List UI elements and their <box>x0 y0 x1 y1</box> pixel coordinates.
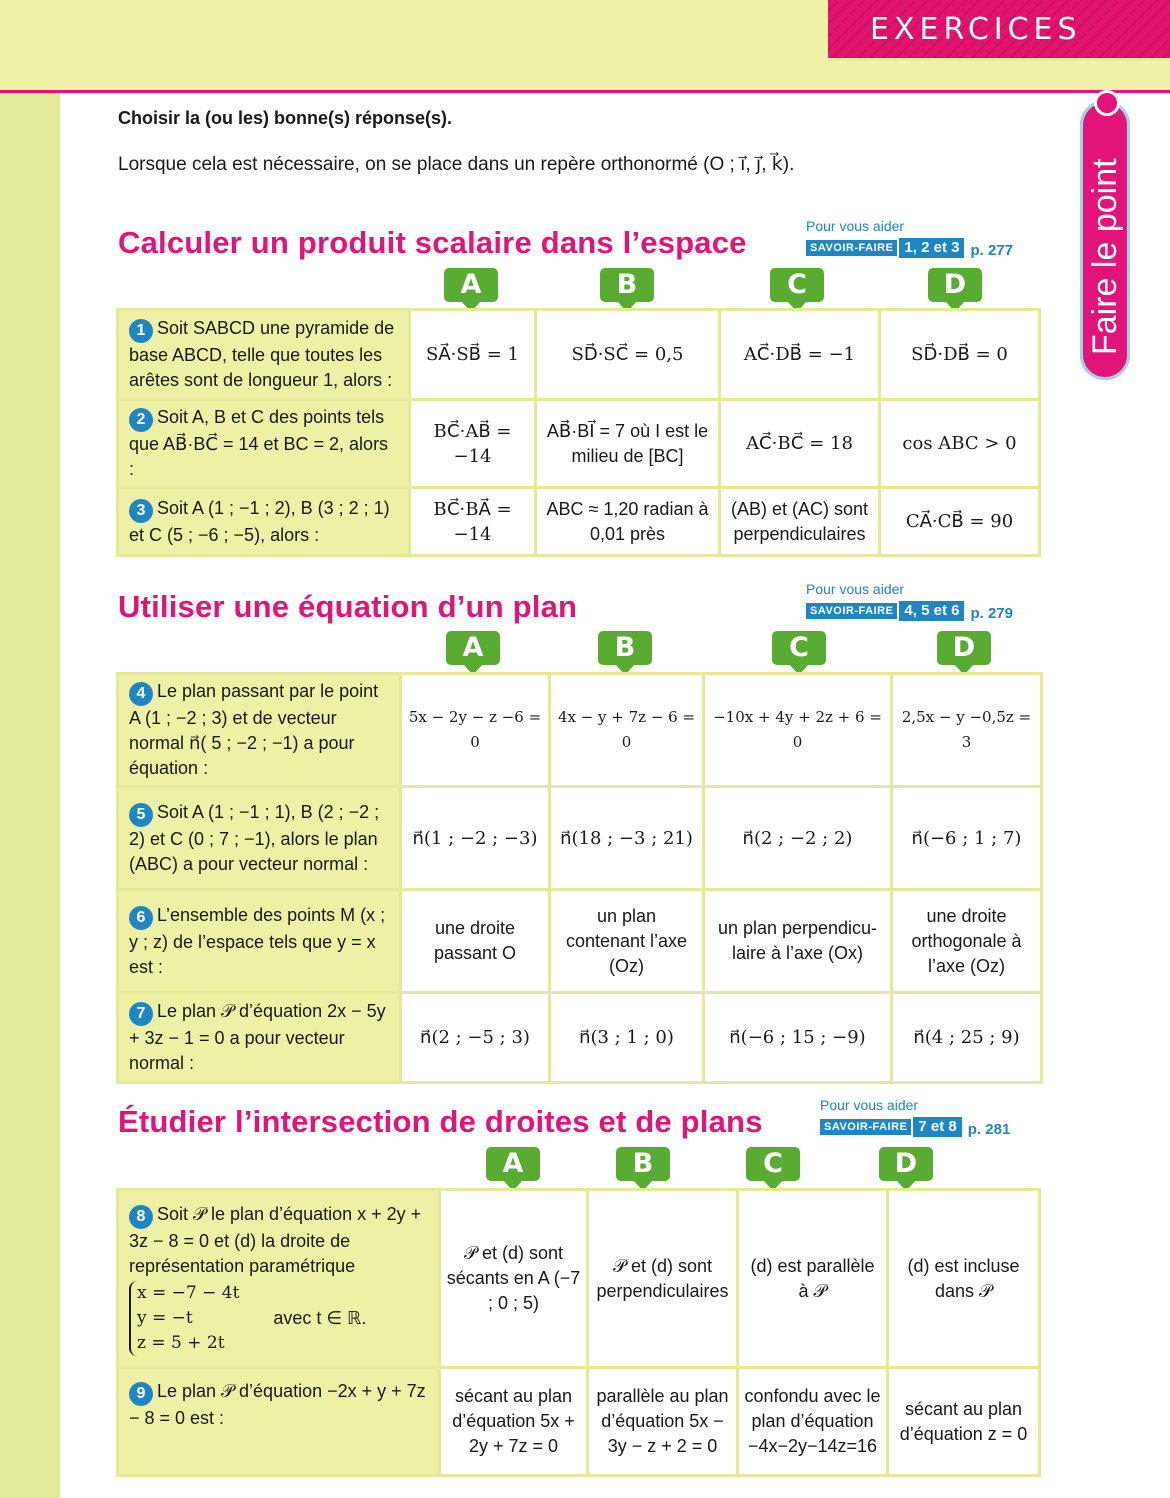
faire-le-point-label: Faire le point <box>1086 158 1124 355</box>
faire-le-point-dot <box>1094 90 1120 116</box>
savoir-faire-numbers: 7 et 8 <box>913 1117 961 1137</box>
question-row-4 <box>118 674 1042 787</box>
question-row-9 <box>118 1368 1040 1476</box>
answer-4d[interactable]: 2,5x − y −0,5z = 3 <box>892 674 1042 787</box>
exercices-tab <box>828 0 1170 58</box>
help-page-link[interactable]: p. 279 <box>970 605 1013 622</box>
choice-badge-b: B <box>616 1147 670 1181</box>
question-number: 5 <box>129 803 153 827</box>
answer-2d[interactable]: cos ABC > 0 <box>880 400 1040 488</box>
question-text: L’ensemble des points M (x ; y ; z) de l’espace tels que y = x est : <box>129 904 386 977</box>
answer-2c[interactable]: AC⃗·BC⃗ = 18 <box>720 400 880 488</box>
help-box-section-3 <box>820 1097 1010 1138</box>
choice-badge-d: D <box>879 1147 933 1181</box>
question-2 <box>118 400 410 488</box>
system-brace <box>129 1281 239 1356</box>
question-text: Soit 𝒫 le plan d’équation x + 2y + 3z − 8 = 0 et (d) la droite de représentation paramétrique <box>129 1203 422 1276</box>
section-title-equation-plan: Utiliser une équation d’un plan <box>118 589 578 624</box>
answer-9d[interactable]: sécant au plan d’équation z = 0 <box>888 1368 1040 1476</box>
answer-8d[interactable]: (d) est incluse dans 𝒫 <box>888 1190 1040 1368</box>
question-row-2 <box>118 400 1040 488</box>
answer-2b[interactable]: AB⃗·BI⃗ = 7 où I est le milieu de [BC] <box>536 400 720 488</box>
system-line-x: x = −7 − 4t <box>137 1282 240 1303</box>
choice-badge-a: A <box>486 1147 540 1181</box>
system-line-z: z = 5 + 2t <box>137 1332 225 1353</box>
help-box-section-2 <box>806 581 1013 622</box>
help-label: Pour vous aider <box>820 1097 919 1113</box>
question-row-6 <box>118 890 1042 993</box>
question-number: 4 <box>129 682 153 706</box>
question-number: 6 <box>129 906 153 930</box>
answer-7c[interactable]: n⃗(−6 ; 15 ; −9) <box>704 993 892 1083</box>
question-8 <box>118 1190 440 1368</box>
choice-badge-d: D <box>928 268 982 302</box>
answer-5b[interactable]: n⃗(18 ; −3 ; 21) <box>550 787 704 890</box>
question-row-3 <box>118 488 1040 556</box>
parametric-system <box>129 1281 428 1356</box>
answer-7a[interactable]: n⃗(2 ; −5 ; 3) <box>401 993 550 1083</box>
section-title-produit-scalaire: Calculer un produit scalaire dans l’espace <box>118 225 747 260</box>
answer-9b[interactable]: parallèle au plan d’équation 5x − 3y − z + 2 = 0 <box>588 1368 738 1476</box>
help-page-link[interactable]: p. 281 <box>967 1121 1011 1138</box>
answer-9c[interactable]: confondu avec le plan d’équation −4x−2y−14z=16 <box>738 1368 888 1476</box>
choice-badge-d: D <box>937 631 991 665</box>
question-text: Soit A (1 ; −1 ; 1), B (2 ; −2 ; 2) et C (0 ; 7 ; −1), alors le plan (ABC) a pour vecteur normal : <box>129 801 380 874</box>
help-label: Pour vous aider <box>806 218 905 234</box>
choice-badge-a: A <box>444 268 498 302</box>
answer-9a[interactable]: sécant au plan d’équation 5x + 2y + 7z = 0 <box>440 1368 588 1476</box>
question-text: Soit A (1 ; −1 ; 2), B (3 ; 2 ; 1) et C (5 ; −6 ; −5), alors : <box>129 497 390 545</box>
answer-1a[interactable]: SA⃗·SB⃗ = 1 <box>410 310 536 400</box>
section-title-intersection: Étudier l’intersection de droites et de plans <box>118 1104 763 1139</box>
answer-6a[interactable]: une droite passant O <box>401 890 550 993</box>
question-text: Le plan passant par le point A (1 ; −2 ; 3) et de vecteur normal n⃗( 5 ; −2 ; −1) a pour équation : <box>129 681 379 778</box>
question-number: 2 <box>129 408 153 432</box>
question-text: Soit SABCD une pyramide de base ABCD, telle que toutes les arêtes sont de longueur 1, alors : <box>129 318 395 390</box>
question-row-8 <box>118 1190 1040 1368</box>
question-number: 7 <box>129 1002 153 1026</box>
exercices-tab-label: EXERCICES <box>870 11 1082 47</box>
system-line-y: y = −t <box>137 1307 193 1328</box>
question-3 <box>118 488 410 556</box>
answer-4a[interactable]: 5x − 2y − z −6 = 0 <box>401 674 550 787</box>
question-7 <box>118 993 401 1083</box>
question-number: 9 <box>129 1382 153 1406</box>
question-9 <box>118 1368 440 1476</box>
answer-1b[interactable]: SD⃗·SC⃗ = 0,5 <box>536 310 720 400</box>
answer-6b[interactable]: un plan contenant l’axe (Oz) <box>550 890 704 993</box>
help-page-link[interactable]: p. 277 <box>970 242 1013 259</box>
answer-1d[interactable]: SD⃗·DB⃗ = 0 <box>880 310 1040 400</box>
choice-badge-c: C <box>770 268 824 302</box>
savoir-faire-tag: SAVOIR-FAIRE <box>806 603 897 619</box>
question-6 <box>118 890 401 993</box>
answer-2a[interactable]: BC⃗·AB⃗ = −14 <box>410 400 536 488</box>
left-margin-band <box>0 93 60 1498</box>
answer-8c[interactable]: (d) est parallèle à 𝒫 <box>738 1190 888 1368</box>
answer-7d[interactable]: n⃗(4 ; 25 ; 9) <box>892 993 1042 1083</box>
answer-5d[interactable]: n⃗(−6 ; 1 ; 7) <box>892 787 1042 890</box>
question-text: Le plan 𝒫 d’équation −2x + y + 7z − 8 = 0 est : <box>129 1381 426 1428</box>
answer-5a[interactable]: n⃗(1 ; −2 ; −3) <box>401 787 550 890</box>
choice-badge-a: A <box>446 631 500 665</box>
question-row-7 <box>118 993 1042 1083</box>
question-text: Le plan 𝒫 d’équation 2x − 5y + 3z − 1 = 0 a pour vecteur normal : <box>129 1001 386 1073</box>
top-rule <box>0 90 1170 93</box>
question-text: Soit A, B et C des points tels que AB⃗·BC⃗ = 14 et BC = 2, alors : <box>129 407 389 479</box>
answer-3c[interactable]: (AB) et (AC) sont perpendiculaires <box>720 488 880 556</box>
question-number: 3 <box>129 499 153 523</box>
answer-1c[interactable]: AC⃗·DB⃗ = −1 <box>720 310 880 400</box>
savoir-faire-numbers: 4, 5 et 6 <box>899 601 964 621</box>
question-1 <box>118 310 410 400</box>
question-row-5 <box>118 787 1042 890</box>
question-row-1 <box>118 310 1040 400</box>
answer-4b[interactable]: 4x − y + 7z − 6 = 0 <box>550 674 704 787</box>
choice-badge-c: C <box>746 1147 800 1181</box>
answer-3b[interactable]: ABC ≈ 1,20 radian à 0,01 près <box>536 488 720 556</box>
savoir-faire-tag: SAVOIR-FAIRE <box>820 1119 911 1135</box>
qcm-table-section-3 <box>116 1188 1041 1477</box>
question-5 <box>118 787 401 890</box>
qcm-table-section-2 <box>116 672 1043 1084</box>
context-note: Lorsque cela est nécessaire, on se place dans un repère orthonormé (O ; i⃗, j⃗, k⃗). <box>118 154 795 175</box>
savoir-faire-numbers: 1, 2 et 3 <box>899 238 964 258</box>
answer-6d[interactable]: une droite orthogonale à l’axe (Oz) <box>892 890 1042 993</box>
answer-8a[interactable]: 𝒫 et (d) sont sécants en A (−7 ; 0 ; 5) <box>440 1190 588 1368</box>
answer-3a[interactable]: BC⃗·BA⃗ = −14 <box>410 488 536 556</box>
choice-badge-b: B <box>598 631 652 665</box>
instruction: Choisir la (ou les) bonne(s) réponse(s). <box>118 108 453 128</box>
answer-5c[interactable]: n⃗(2 ; −2 ; 2) <box>704 787 892 890</box>
answer-6c[interactable]: un plan perpendicu-laire à l’axe (Ox) <box>704 890 892 993</box>
savoir-faire-tag: SAVOIR-FAIRE <box>806 240 897 256</box>
question-number: 8 <box>129 1205 153 1229</box>
answer-3d[interactable]: CA⃗·CB⃗ = 90 <box>880 488 1040 556</box>
help-box-section-1 <box>806 218 1013 259</box>
help-label: Pour vous aider <box>806 581 905 597</box>
system-note: avec t ∈ ℝ. <box>273 1307 367 1328</box>
choice-badge-c: C <box>772 631 826 665</box>
answer-8b[interactable]: 𝒫 et (d) sont perpendiculaires <box>588 1190 738 1368</box>
question-number: 1 <box>129 319 153 343</box>
answer-4c[interactable]: −10x + 4y + 2z + 6 = 0 <box>704 674 892 787</box>
question-4 <box>118 674 401 787</box>
choice-badge-b: B <box>600 268 654 302</box>
qcm-table-section-1 <box>116 308 1041 557</box>
answer-7b[interactable]: n⃗(3 ; 1 ; 0) <box>550 993 704 1083</box>
